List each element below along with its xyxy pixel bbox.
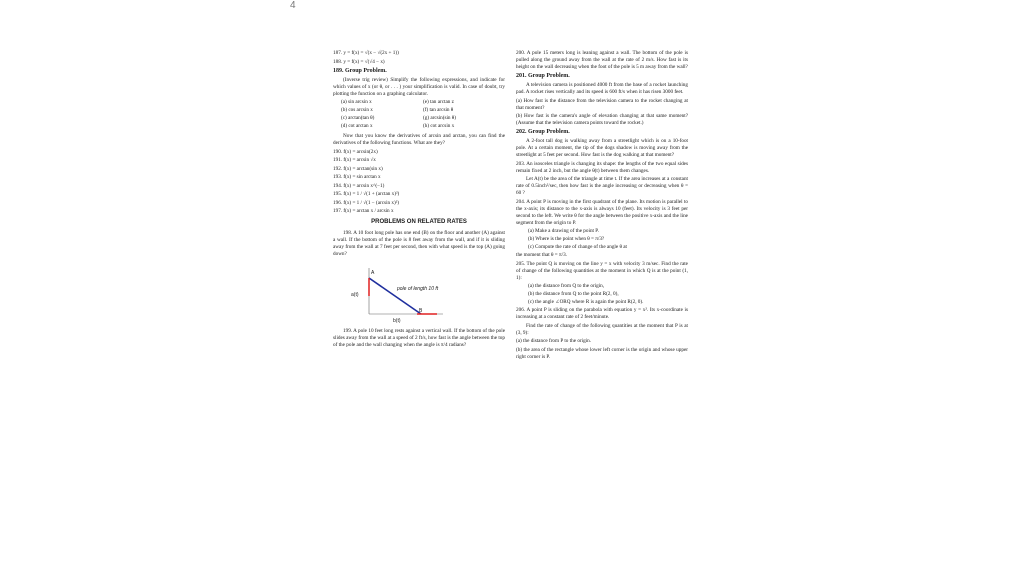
problem-201a: (a) How fast is the distance from the television camera to the rocket changing at that moment? [516, 97, 688, 111]
problem-203: 203. An isosceles triangle is changing its shape: the lengths of the two equal sides remain fixed at 2 inch, but the angle θ(t) between them changes. [516, 160, 688, 174]
problem-205a: (a) the distance from Q to the origin, [528, 283, 605, 289]
trig-items-grid [333, 99, 505, 130]
problem-188: 188. y = f(x) = √(√4 − x) [333, 58, 385, 65]
problem-205: 205. The point Q is moving on the line y = x with velocity 3 m/sec. Find the rate of change of the following quantities at the moment in which Q is at the point (1, 1): [516, 260, 688, 281]
problem-196: 196. f(x) = 1 / √(1 − (arcsin x)²) [333, 199, 400, 206]
problem-189-heading: 189. Group Problem. [333, 67, 387, 74]
page-number: 4 [290, 0, 296, 11]
problem-198: 198. A 10 foot long pole has one end (B) on the floor and another (A) against a wall. If the bottom of the pole is 8 feet away from the wall, and if it is sliding away from the wall at 7 feet per second, then with what speed is the top (A) going down? [333, 230, 505, 257]
problem-201b: (b) How fast is the camera's angle of elevation changing at that same moment? (Assume that the television camera points toward the rocket.) [516, 113, 688, 126]
trig-item: (e) tan arctan z [423, 99, 454, 105]
problem-202: A 2-foot tall dog is walking away from a streetlight which is on a 10-foot pole. At a certain moment, the tip of the dogs shadow is moving away from the streetlight at 5 feet per second. How fast is the dog walking at that moment? [516, 138, 688, 158]
label-a: A [371, 270, 375, 276]
label-pole-length: pole of length 10 ft [397, 286, 439, 292]
label-b-of-t: b(t) [393, 318, 401, 324]
trig-item: (g) arcsin(sin θ) [423, 115, 457, 121]
problem-206: 206. A point P is sliding on the parabola with equation y = x². Its x-coordinate is increasing at a constant rate of 2 feet/minute. [516, 307, 688, 320]
problem-206d: (b) the area of the rectangle whose lower left corner is the origin and whose upper right corner is P. [516, 346, 688, 360]
left-column [333, 50, 505, 351]
related-rates-title: PROBLEMS ON RELATED RATES [371, 219, 467, 225]
right-column [516, 50, 688, 362]
problem-197: 197. f(x) = arctan x / arcsin x [333, 208, 394, 214]
derivatives-intro: Now that you know the derivatives of arcsin and arctan, you can find the derivatives of the following functions. What are they? [333, 133, 505, 146]
trig-item: (d) cot arctan x [341, 123, 373, 129]
problem-206c: (a) the distance from P to the origin. [516, 338, 592, 344]
problem-204d: the moment that θ = π/3. [516, 252, 567, 258]
problem-205b: (b) the distance from Q to the point R(2, 0), [528, 291, 619, 297]
label-b: B [419, 308, 423, 314]
problem-194: 194. f(x) = arcsin x^(−1) [333, 182, 385, 189]
problem-189-text: (Inverse trig review) Simplify the following expressions, and indicate for which values of x (or θ, or . . . ) your simplification is valid. In case of doubt, try plotting the function on a graphing calculator. [333, 76, 505, 97]
problem-203b: Let A(t) be the area of the triangle at time t. If the area increases at a constant rate of 0.5inch²/sec, then how fast is the angle increasing or decreasing when θ = 60 ? [516, 176, 688, 196]
problem-205c: (c) the angle ∠ORQ where R is again the point R(2, 0). [528, 299, 644, 305]
problem-195: 195. f(x) = 1 / √(1 + (arctan x)²) [333, 191, 400, 197]
problem-191: 191. f(x) = arcsin √x [333, 157, 376, 163]
problem-204c: (c) Compute the rate of change of the angle θ at [528, 244, 627, 250]
pole-diagram [333, 262, 505, 324]
problem-187: 187. y = f(x) = √(x − √(2x + 1)) [333, 50, 399, 56]
problem-193: 193. f(x) = sin arctan x [333, 174, 381, 180]
problem-204a: (a) Make a drawing of the point P. [528, 228, 599, 234]
problem-200: 200. A pole 15 meters long is leaning against a wall. The bottom of the pole is pulled along the ground away from the wall at the rate of 2 m/s. How fast is its height on the wall decreasing when the foot of the pole is 5 m away from the wall? [516, 50, 688, 70]
problem-201: A television camera is positioned 4000 ft from the base of a rocket launching pad. A rocket rises vertically and its speed is 600 ft/s when it has risen 3000 feet. [516, 82, 688, 95]
trig-item: (a) sin arcsin x [341, 99, 372, 105]
problem-206b: Find the rate of change of the following quantities at the moment that P is at (3, 9): [516, 322, 688, 336]
trig-item: (b) cos arcsin x [341, 107, 373, 113]
trig-item: (c) arctan(tan θ) [341, 115, 375, 121]
problem-201h: 201. Group Problem. [516, 73, 570, 79]
trig-item: (f) tan arcsin θ [423, 107, 454, 113]
problem-190: 190. f(x) = arcsin(2x) [333, 148, 378, 155]
label-a-of-t: a(t) [351, 292, 359, 298]
problem-192: 192. f(x) = arctan(sin x) [333, 165, 383, 172]
problem-202h: 202. Group Problem. [516, 129, 570, 135]
problem-204b: (b) Where is the point when θ = π/3? [528, 236, 605, 242]
problem-204: 204. A point P is moving in the first quadrant of the plane. Its motion is parallel to the x-axis; its distance to the x-axis is always 10 (feet). Its velocity is 3 feet per second to the left. We write θ for the angle between the positive x-axis and the line segment from the origin to P. [516, 198, 688, 226]
problem-199: 199. A pole 10 feet long rests against a vertical wall. If the bottom of the pole slides away from the wall at a speed of 2 ft/s, how fast is the angle between the top of the pole and the wall changing when the angle is π/4 radians? [333, 328, 505, 348]
pole-line [369, 278, 421, 314]
trig-item: (h) cot arcsin x [423, 123, 455, 129]
